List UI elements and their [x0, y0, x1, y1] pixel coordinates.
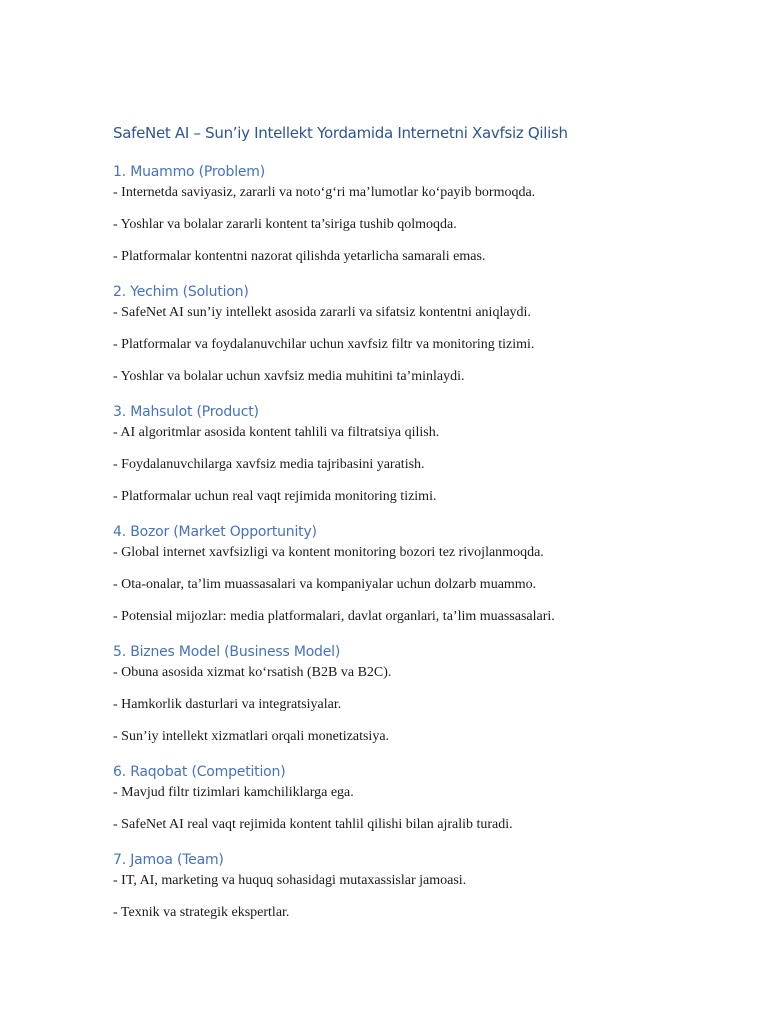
list-item: - Sun’iy intellekt xizmatlari orqali monetizatsiya. [113, 729, 390, 744]
list-item: - Global internet xavfsizligi va kontent monitoring bozori tez rivojlanmoqda. [113, 545, 544, 560]
list-item: - IT, AI, marketing va huquq sohasidagi mutaxassislar jamoasi. [113, 873, 467, 888]
section-business-model [113, 642, 733, 758]
section-team [113, 850, 733, 934]
section-heading: 7. Jamoa (Team) [113, 852, 224, 868]
list-item: - Platformalar uchun real vaqt rejimida monitoring tizimi. [113, 489, 437, 504]
section-problem [113, 162, 733, 278]
section-heading: 1. Muammo (Problem) [113, 164, 265, 180]
list-item: - Ota-onalar, ta’lim muassasalari va kompaniyalar uchun dolzarb muammo. [113, 577, 537, 592]
list-item: - Obuna asosida xizmat ko‘rsatish (B2B va B2C). [113, 665, 392, 680]
list-item: - Texnik va strategik ekspertlar. [113, 905, 290, 920]
list-item: - Hamkorlik dasturlari va integratsiyalar. [113, 697, 342, 712]
section-solution [113, 282, 733, 398]
section-heading: 4. Bozor (Market Opportunity) [113, 524, 317, 540]
section-competition [113, 762, 733, 846]
list-item: - Foydalanuvchilarga xavfsiz media tajribasini yaratish. [113, 457, 425, 472]
list-item: - SafeNet AI real vaqt rejimida kontent tahlil qilishi bilan ajralib turadi. [113, 817, 513, 832]
list-item: - Potensial mijozlar: media platformalari, davlat organlari, ta’lim muassasalari. [113, 609, 555, 624]
list-item: - Yoshlar va bolalar zararli kontent ta’siriga tushib qolmoqda. [113, 217, 457, 232]
list-item: - SafeNet AI sun’iy intellekt asosida zararli va sifatsiz kontentni aniqlaydi. [113, 305, 531, 320]
section-heading: 5. Biznes Model (Business Model) [113, 644, 341, 660]
list-item: - Internetda saviyasiz, zararli va noto‘g‘ri ma’lumotlar ko‘payib bormoqda. [113, 185, 536, 200]
list-item: - Mavjud filtr tizimlari kamchiliklarga ega. [113, 785, 354, 800]
section-heading: 6. Raqobat (Competition) [113, 764, 286, 780]
section-heading: 2. Yechim (Solution) [113, 284, 249, 300]
section-product [113, 402, 733, 518]
section-market-opportunity [113, 522, 733, 638]
section-heading: 3. Mahsulot (Product) [113, 404, 259, 420]
list-item: - Yoshlar va bolalar uchun xavfsiz media muhitini ta’minlaydi. [113, 369, 465, 384]
list-item: - Platformalar va foydalanuvchilar uchun xavfsiz filtr va monitoring tizimi. [113, 337, 535, 352]
list-item: - Platformalar kontentni nazorat qilishda yetarlicha samarali emas. [113, 249, 486, 264]
document-title: SafeNet AI – Sun’iy Intellekt Yordamida Internetni Xavfsiz Qilish [113, 124, 568, 142]
list-item: - AI algoritmlar asosida kontent tahlili va filtratsiya qilish. [113, 425, 440, 440]
